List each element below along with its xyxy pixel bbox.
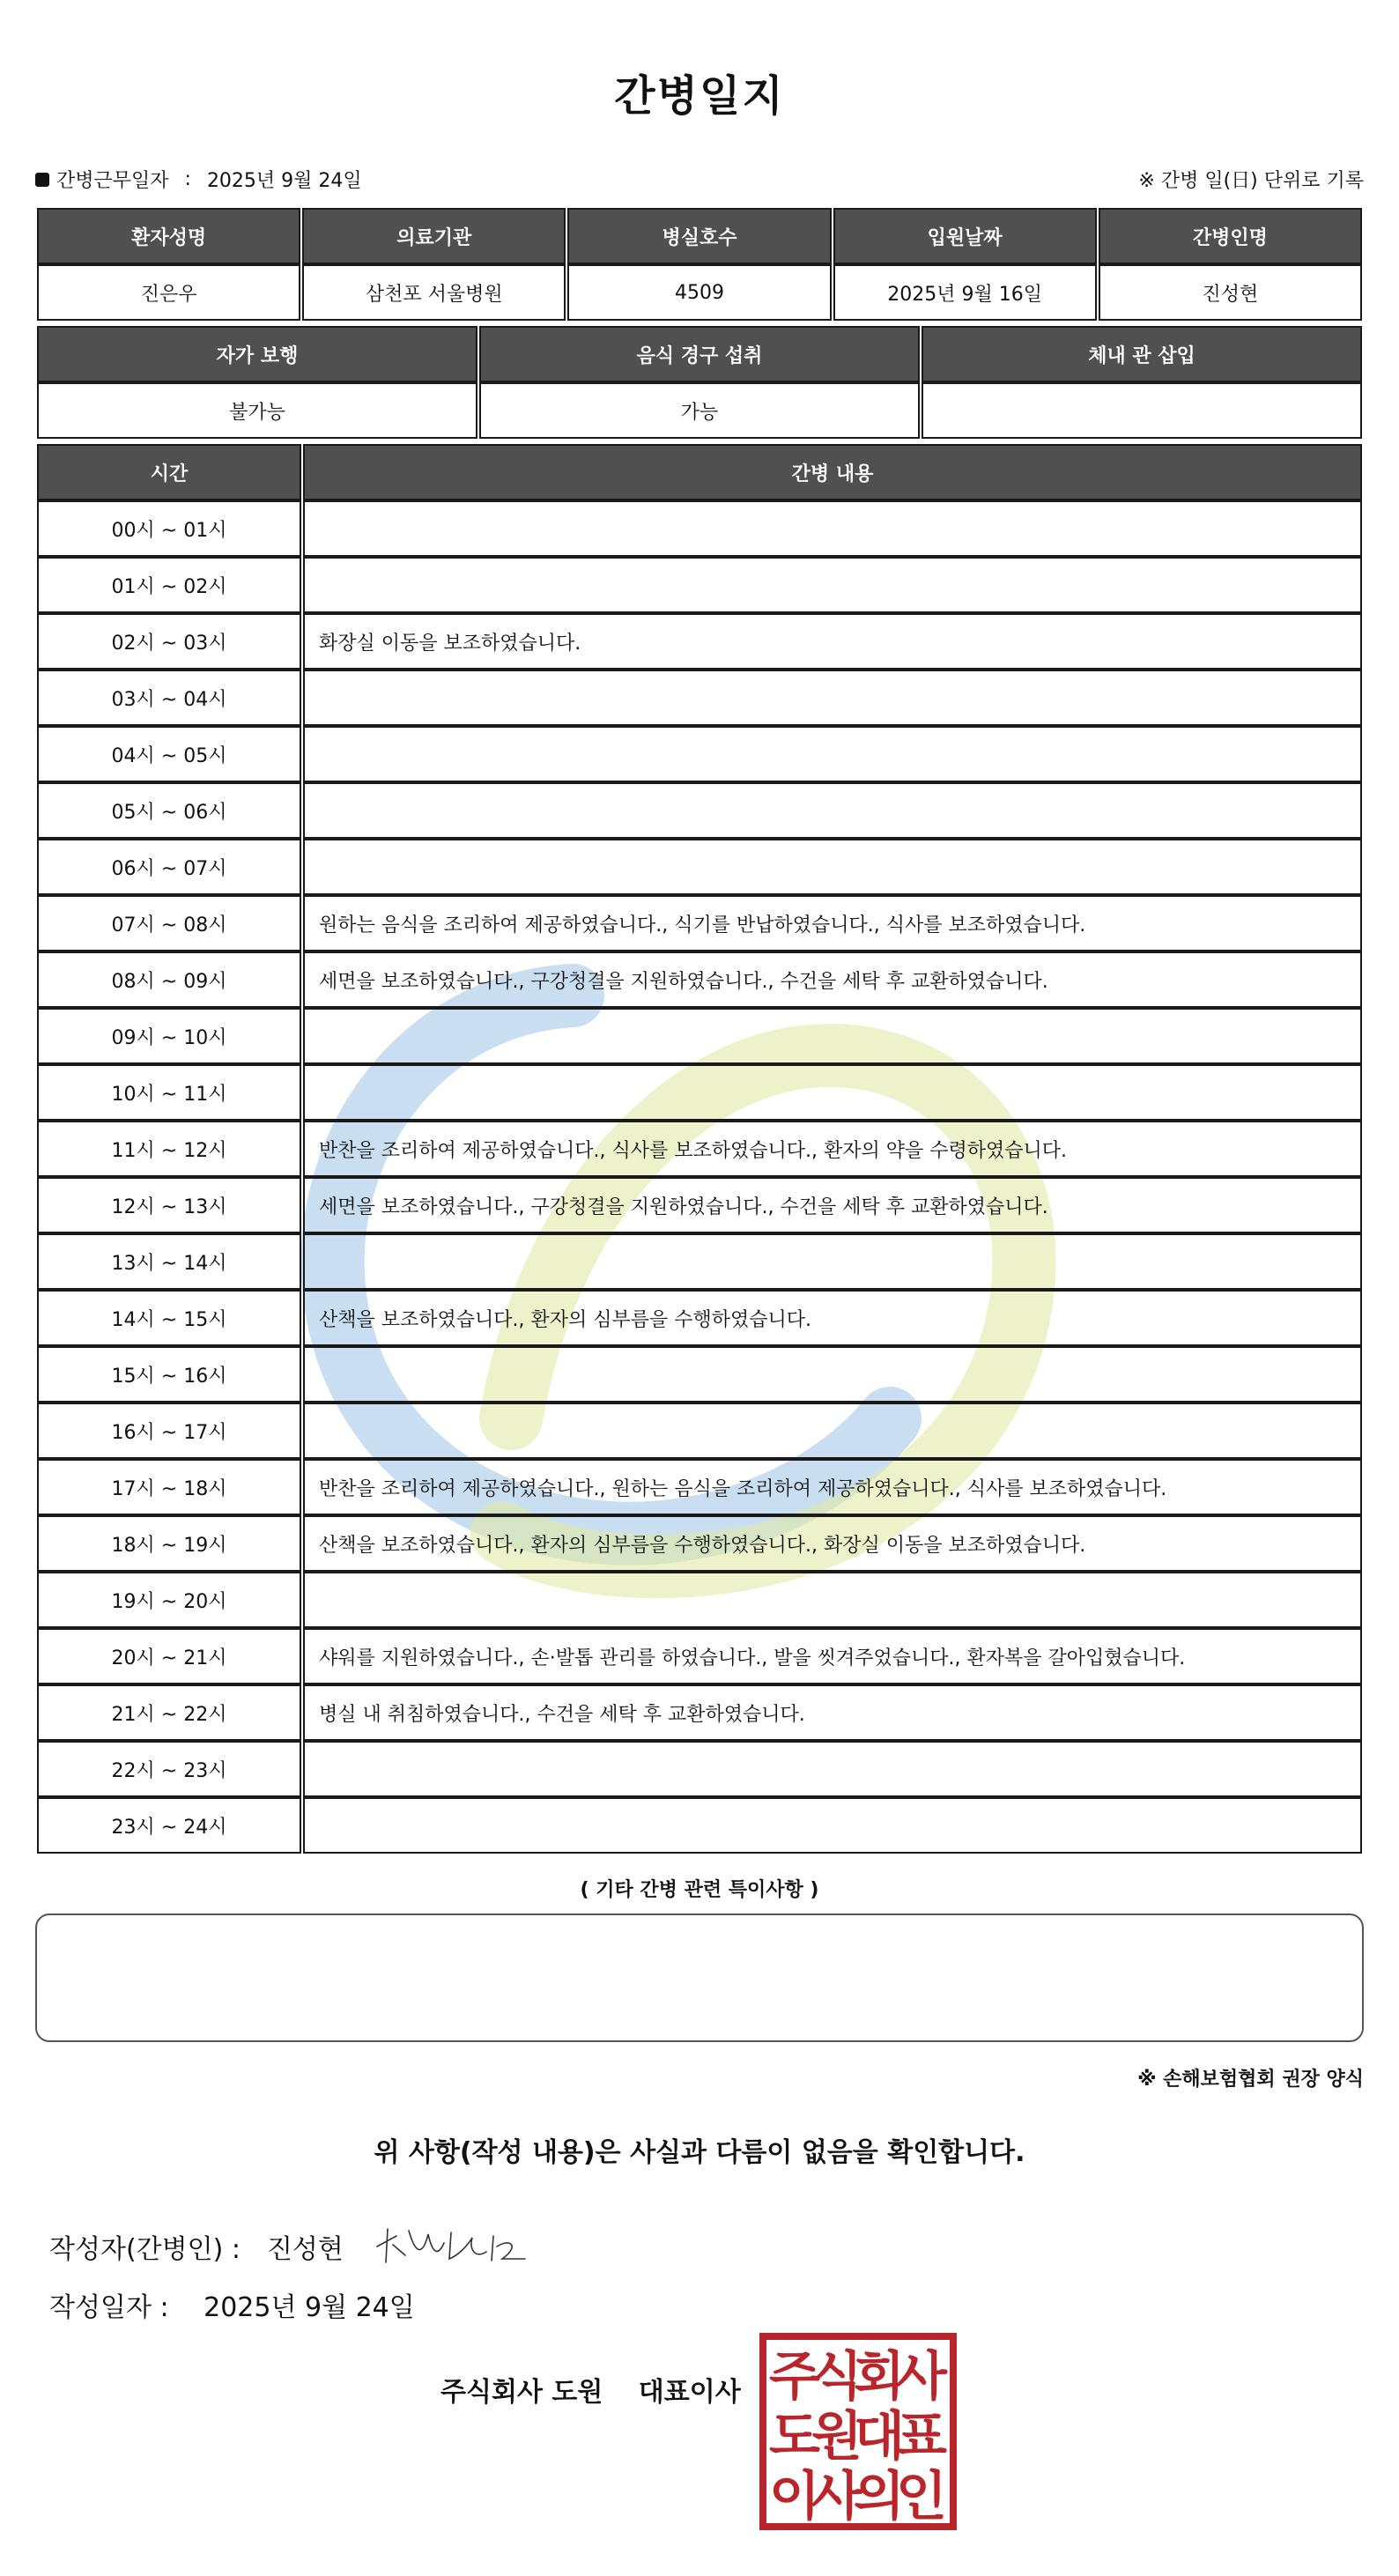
log-time-cell: 10시 ~ 11시	[37, 1064, 301, 1121]
patient-info-table	[35, 208, 1364, 321]
log-row	[37, 1572, 1362, 1628]
log-content-cell: 샤워를 지원하였습니다., 손·발톱 관리를 하였습니다., 발을 씻겨주었습니다., 환자복을 갈아입혔습니다.	[303, 1628, 1362, 1684]
log-row	[37, 1290, 1362, 1346]
log-time-cell: 06시 ~ 07시	[37, 839, 301, 895]
log-content-cell	[303, 1233, 1362, 1290]
log-row	[37, 1064, 1362, 1121]
work-date-row	[35, 166, 362, 193]
log-row	[37, 1121, 1362, 1177]
work-date-separator: :	[184, 168, 191, 190]
log-time-cell: 08시 ~ 09시	[37, 951, 301, 1008]
log-content-cell: 반찬을 조리하여 제공하였습니다., 원하는 음식을 조리하여 제공하였습니다., 식사를 보조하였습니다.	[303, 1459, 1362, 1515]
work-date-label: 간병근무일자	[56, 170, 169, 192]
log-content-cell: 세면을 보조하였습니다., 구강청결을 지원하였습니다., 수건을 세탁 후 교환하였습니다.	[303, 1177, 1362, 1233]
log-time-cell: 04시 ~ 05시	[37, 726, 301, 782]
written-date-value: 2025년 9월 24일	[204, 2292, 415, 2323]
log-row	[37, 895, 1362, 951]
log-content-cell: 산책을 보조하였습니다., 환자의 심부름을 수행하였습니다.	[303, 1290, 1362, 1346]
log-content-cell	[303, 1064, 1362, 1121]
patient-name-value: 진은우	[37, 264, 300, 321]
writer-name: 진성현	[266, 2234, 344, 2265]
log-time-cell: 15시 ~ 16시	[37, 1346, 301, 1403]
log-content-cell: 세면을 보조하였습니다., 구강청결을 지원하였습니다., 수건을 세탁 후 교환하였습니다.	[303, 951, 1362, 1008]
written-date-row	[49, 2285, 415, 2324]
care-log-table	[35, 444, 1364, 1854]
self-walking-value: 불가능	[37, 382, 477, 439]
header-care-content: 간병 내용	[303, 444, 1362, 500]
log-row	[37, 1684, 1362, 1741]
writer-label: 작성자(간병인) :	[49, 2234, 241, 2265]
header-self-walking: 자가 보행	[37, 326, 477, 382]
oral-intake-value: 가능	[479, 382, 920, 439]
patient-status-table	[35, 326, 1364, 439]
log-content-cell: 반찬을 조리하여 제공하였습니다., 식사를 보조하였습니다., 환자의 약을 수령하였습니다.	[303, 1121, 1362, 1177]
bullet-square-icon	[35, 173, 49, 187]
log-content-cell	[303, 1403, 1362, 1459]
log-time-cell: 09시 ~ 10시	[37, 1008, 301, 1064]
log-time-cell: 22시 ~ 23시	[37, 1741, 301, 1797]
header-oral-intake: 음식 경구 섭취	[479, 326, 920, 382]
header-admission-date: 입원날짜	[833, 208, 1097, 264]
svg-text:인: 인	[896, 2466, 947, 2528]
signature-image	[370, 2220, 529, 2273]
log-content-cell	[303, 1797, 1362, 1854]
svg-text:이: 이	[769, 2466, 820, 2528]
header-hospital: 의료기관	[302, 208, 566, 264]
log-time-cell: 13시 ~ 14시	[37, 1233, 301, 1290]
log-time-cell: 14시 ~ 15시	[37, 1290, 301, 1346]
log-row	[37, 1177, 1362, 1233]
unit-note: ※ 간병 일(日) 단위로 기록	[1138, 170, 1364, 192]
log-time-cell: 23시 ~ 24시	[37, 1797, 301, 1854]
company-seal-stamp	[758, 2331, 959, 2532]
representative-title: 대표이사	[638, 2377, 741, 2408]
log-content-cell: 산책을 보조하였습니다., 환자의 심부름을 수행하였습니다., 화장실 이동을 보조하였습니다.	[303, 1515, 1362, 1572]
svg-text:사: 사	[811, 2466, 862, 2528]
written-date-label: 작성일자 :	[49, 2292, 169, 2323]
log-content-cell: 원하는 음식을 조리하여 제공하였습니다., 식기를 반납하였습니다., 식사를 보조하였습니다.	[303, 895, 1362, 951]
log-row	[37, 1233, 1362, 1290]
log-time-cell: 01시 ~ 02시	[37, 557, 301, 613]
svg-text:표: 표	[896, 2406, 947, 2468]
log-time-cell: 21시 ~ 22시	[37, 1684, 301, 1741]
caregiver-name-value: 진성현	[1099, 264, 1362, 321]
log-row	[37, 1741, 1362, 1797]
admission-date-value: 2025년 9월 16일	[833, 264, 1097, 321]
log-time-cell: 20시 ~ 21시	[37, 1628, 301, 1684]
log-content-cell	[303, 557, 1362, 613]
writer-row	[49, 2220, 529, 2273]
log-row	[37, 1628, 1362, 1684]
log-row	[37, 1008, 1362, 1064]
log-time-cell: 05시 ~ 06시	[37, 782, 301, 839]
log-row	[37, 670, 1362, 726]
log-row	[37, 839, 1362, 895]
log-row	[37, 1403, 1362, 1459]
special-notes-box	[35, 1913, 1364, 2042]
log-row	[37, 1797, 1362, 1854]
svg-text:회: 회	[854, 2346, 905, 2408]
svg-text:사: 사	[896, 2346, 947, 2408]
log-time-cell: 11시 ~ 12시	[37, 1121, 301, 1177]
header-caregiver-name: 간병인명	[1099, 208, 1362, 264]
company-name: 주식회사 도원	[440, 2377, 603, 2408]
log-time-cell: 02시 ~ 03시	[37, 613, 301, 670]
svg-text:대: 대	[854, 2406, 905, 2468]
svg-text:주: 주	[769, 2346, 820, 2408]
log-content-cell	[303, 1346, 1362, 1403]
log-content-cell	[303, 839, 1362, 895]
log-content-cell	[303, 1572, 1362, 1628]
log-row	[37, 1346, 1362, 1403]
log-row	[37, 1515, 1362, 1572]
log-row	[37, 726, 1362, 782]
log-row	[37, 1459, 1362, 1515]
log-row	[37, 782, 1362, 839]
header-time: 시간	[37, 444, 301, 500]
special-notes-title: ( 기타 간병 관련 특이사항 )	[580, 1879, 819, 1901]
log-time-cell: 07시 ~ 08시	[37, 895, 301, 951]
log-row	[37, 951, 1362, 1008]
tube-insertion-value	[922, 382, 1362, 439]
company-row	[440, 2370, 741, 2409]
svg-text:의: 의	[854, 2466, 905, 2528]
log-content-cell	[303, 782, 1362, 839]
log-row	[37, 557, 1362, 613]
log-content-cell	[303, 670, 1362, 726]
document-title: 간병일지	[614, 71, 785, 121]
log-content-cell: 병실 내 취침하였습니다., 수건을 세탁 후 교환하였습니다.	[303, 1684, 1362, 1741]
confirm-statement: 위 사항(작성 내용)은 사실과 다름이 없음을 확인합니다.	[374, 2137, 1025, 2168]
header-tube-insertion: 체내 관 삽입	[922, 326, 1362, 382]
log-time-cell: 19시 ~ 20시	[37, 1572, 301, 1628]
log-time-cell: 12시 ~ 13시	[37, 1177, 301, 1233]
log-row	[37, 613, 1362, 670]
hospital-value: 삼천포 서울병원	[302, 264, 566, 321]
log-content-cell: 화장실 이동을 보조하였습니다.	[303, 613, 1362, 670]
svg-text:식: 식	[811, 2346, 862, 2408]
log-time-cell: 03시 ~ 04시	[37, 670, 301, 726]
log-content-cell	[303, 1741, 1362, 1797]
log-row	[37, 500, 1362, 557]
recommend-note: ※ 손해보험협회 권장 양식	[1137, 2069, 1364, 2091]
header-patient-name: 환자성명	[37, 208, 300, 264]
header-room-number: 병실호수	[567, 208, 831, 264]
svg-text:도: 도	[769, 2406, 820, 2468]
log-content-cell	[303, 1008, 1362, 1064]
log-content-cell	[303, 500, 1362, 557]
log-time-cell: 00시 ~ 01시	[37, 500, 301, 557]
log-content-cell	[303, 726, 1362, 782]
work-date-value: 2025년 9월 24일	[206, 170, 362, 192]
log-time-cell: 16시 ~ 17시	[37, 1403, 301, 1459]
log-time-cell: 18시 ~ 19시	[37, 1515, 301, 1572]
log-time-cell: 17시 ~ 18시	[37, 1459, 301, 1515]
svg-text:원: 원	[811, 2406, 862, 2468]
room-number-value: 4509	[567, 264, 831, 321]
